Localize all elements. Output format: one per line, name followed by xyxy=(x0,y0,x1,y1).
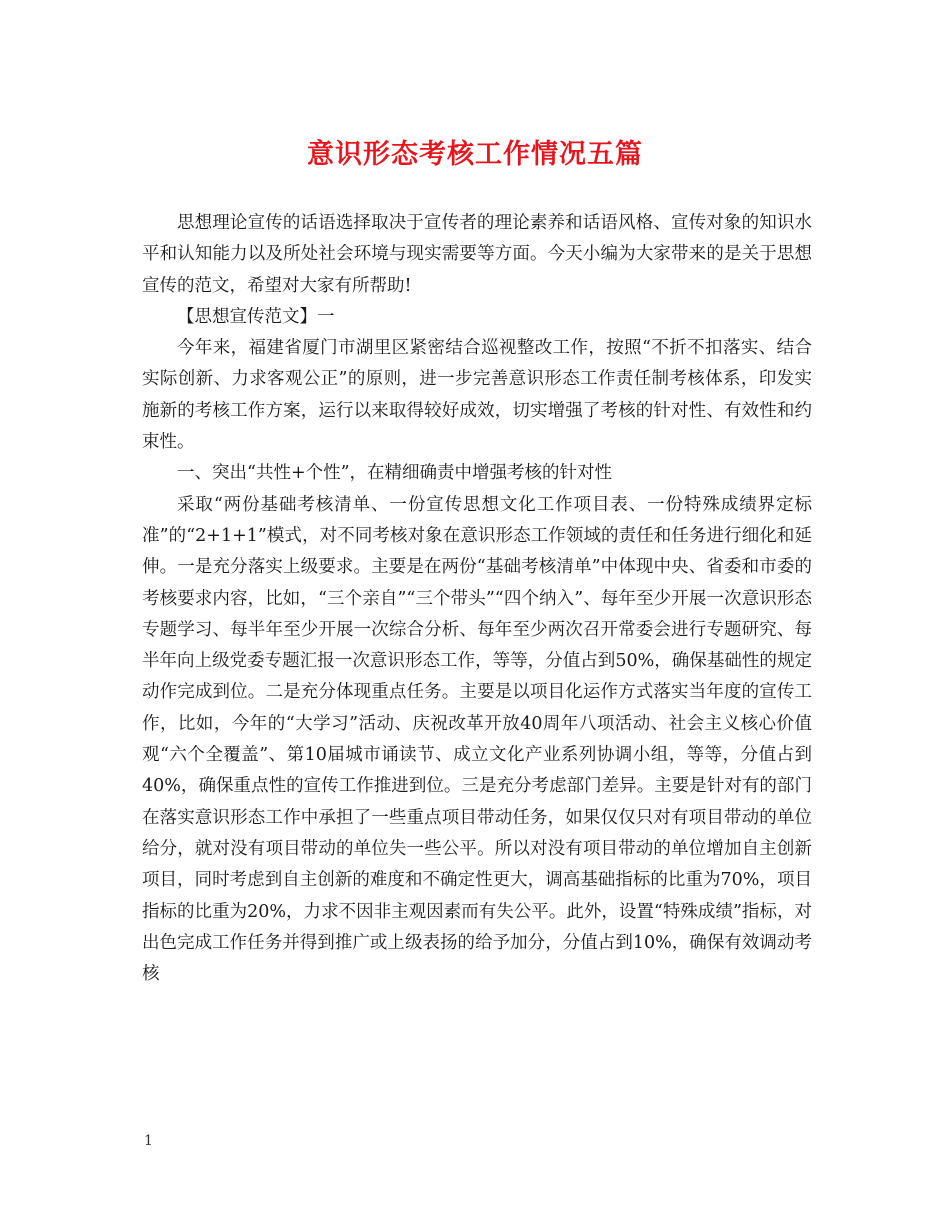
page-number: 1 xyxy=(144,1133,153,1149)
paragraph-detail: 采取“两份基础考核清单、一份宣传思想文化工作项目表、一份特殊成绩界定标准”的“2+1+1”模式，对不同考核对象在意识形态工作领域的责任和任务进行细化和延伸。一是充分落实上级要求。主要是在两份“基础考核清单”中体现中央、省委和市委的考核要求内容，比如，“三个亲自”“三个带头”“四个纳入”、每年至少开展一次意识形态专题学习、每半年至少开展一次综合分析、每年至少两次召开常委会进行专题研究、每半年向上级党委专题汇报一次意识形态工作，等等，分值占到50%，确保基础性的规定动作完成到位。二是充分体现重点任务。主要是以项目化运作方式落实当年度的宣传工作，比如，今年的“大学习”活动、庆祝改革开放40周年八项活动、社会主义核心价值观“六个全覆盖”、第10届城市诵读节、成立文化产业系列协调小组，等等，分值占到40%，确保重点性的宣传工作推进到位。三是充分考虑部门差异。主要是针对有的部门在落实意识形态工作中承担了一些重点项目带动任务，如果仅仅只对有项目带动的单位给分，就对没有项目带动的单位失一些公平。所以对没有项目带动的单位增加自主创新项目，同时考虑到自主创新的难度和不确定性更大，调高基础指标的比重为70%，项目指标的比重为20%，力求不因非主观因素而有失公平。此外，设置“特殊成绩”指标，对出色完成工作任务并得到推广或上级表扬的给予加分，分值占到10%，确保有效调动考核 xyxy=(142,494,812,985)
paragraph-overview: 今年来，福建省厦门市湖里区紧密结合巡视整改工作，按照“不折不扣落实、结合实际创新、力求客观公正”的原则，进一步完善意识形态工作责任制考核体系，印发实施新的考核工作方案，运行以来取得较好成效，切实增强了考核的针对性、有效性和约束性。 xyxy=(142,338,812,453)
document-title: 意识形态考核工作情况五篇 xyxy=(307,139,643,170)
paragraph-section-label: 【思想宣传范文】一 xyxy=(177,306,335,327)
paragraph-intro: 思想理论宣传的话语选择取决于宣传者的理论素养和话语风格、宣传对象的知识水平和认知能力以及所处社会环境与现实需要等方面。今天小编为大家带来的是关于思想宣传的范文，希望对大家有所帮助! xyxy=(142,213,812,296)
paragraph-heading-one: 一、突出“共性+个性”，在精细确责中增强考核的针对性 xyxy=(177,463,613,484)
document-body xyxy=(142,208,812,990)
